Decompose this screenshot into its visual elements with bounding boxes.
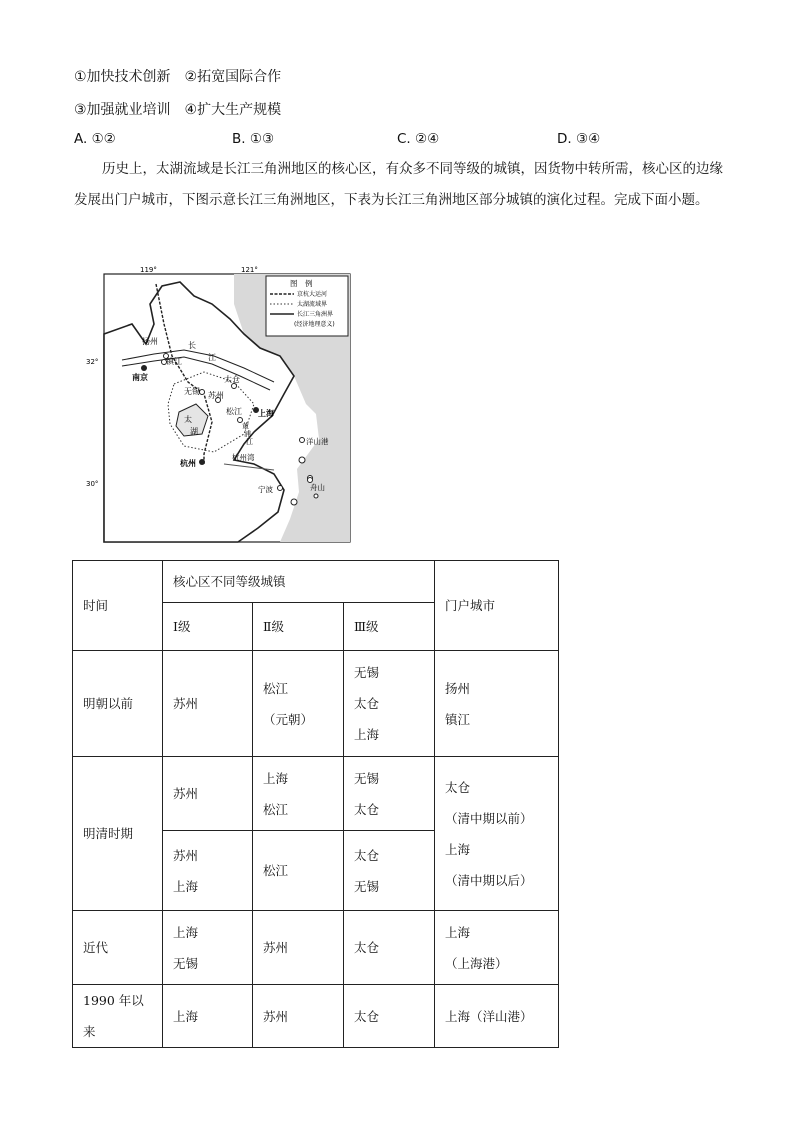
cell-level-2: 松江 [253, 831, 344, 911]
island [291, 499, 297, 505]
label-chang: 长 [188, 341, 196, 350]
cell-level-1: 苏州 [163, 651, 253, 757]
place-wuxi: 无锡 [184, 387, 200, 396]
header-level-2: Ⅱ级 [253, 603, 344, 651]
label-tai: 太 [184, 415, 192, 424]
legend-item-note: (经济地理意义) [294, 321, 335, 328]
cell-level-1: 上海 [163, 985, 253, 1048]
place-taicang: 太仓 [224, 375, 240, 384]
cell-level-3: 无锡 太仓 上海 [344, 651, 435, 757]
place-yangshan-port: 洋山港 [306, 437, 329, 446]
label-hangzhou-bay: 杭州湾 [232, 453, 255, 462]
cell-level-1: 苏州 上海 [163, 831, 253, 911]
cell-time: 明清时期 [73, 757, 163, 911]
choice-line-2: ③加强就业培训 ④扩大生产规模 [74, 102, 282, 118]
legend-item-delta: 长江三角洲界 [297, 311, 334, 318]
label-huangpu-2: 浦 [244, 430, 251, 438]
island [299, 457, 305, 463]
island [314, 494, 318, 498]
legend-item-watershed: 太湖流域界 [297, 301, 328, 308]
header-level-1: Ⅰ级 [163, 603, 253, 651]
table-row [73, 651, 559, 757]
label-jiang: 江 [208, 353, 216, 362]
legend-title: 图 例 [290, 279, 313, 288]
cell-gateway: 上海 （上海港） [435, 911, 559, 985]
place-ningbo: 宁波 [258, 485, 273, 494]
place-songjiang: 松江 [226, 407, 242, 416]
label-hu: 湖 [190, 427, 198, 436]
cell-time: 近代 [73, 911, 163, 985]
cell-time: 1990 年以来 [73, 985, 163, 1048]
table-row [73, 757, 559, 831]
cell-level-2: 上海 松江 [253, 757, 344, 831]
cell-level-1: 上海 无锡 [163, 911, 253, 985]
place-yangzhou: 扬州 [142, 337, 158, 346]
place-zhoushan: 舟山 [310, 483, 325, 492]
cell-gateway: 太仓 （清中期以前） 上海 （清中期以后） [435, 757, 559, 911]
cell-level-3: 太仓 [344, 985, 435, 1048]
choice-line-1: ①加快技术创新 ②拓宽国际合作 [74, 69, 282, 85]
cell-level-2: 苏州 [253, 985, 344, 1048]
cell-level-3: 太仓 [344, 911, 435, 985]
lat-label-32: 32° [86, 358, 99, 366]
option-d[interactable]: D. ③④ [557, 131, 601, 147]
cell-level-2: 苏州 [253, 911, 344, 985]
header-time: 时间 [73, 561, 163, 651]
header-core: 核心区不同等级城镇 [163, 561, 435, 603]
lat-label-30: 30° [86, 480, 99, 488]
lon-label-119: 119° [140, 266, 157, 274]
option-a[interactable]: A. ①② [74, 131, 116, 147]
place-zhenjiang: 镇江 [166, 357, 182, 366]
cell-gateway: 扬州 镇江 [435, 651, 559, 757]
header-level-3: Ⅲ级 [344, 603, 435, 651]
option-c[interactable]: C. ②④ [397, 131, 440, 147]
cell-gateway: 上海（洋山港） [435, 985, 559, 1048]
option-b[interactable]: B. ①③ [232, 131, 275, 147]
place-shanghai: 上海 [258, 409, 274, 418]
lon-label-121: 121° [241, 266, 258, 274]
cell-level-1: 苏州 [163, 757, 253, 831]
yangtze-delta-map [84, 264, 354, 546]
cell-time: 明朝以前 [73, 651, 163, 757]
label-huangpu-3: 江 [246, 438, 253, 446]
cell-level-3: 太仓 无锡 [344, 831, 435, 911]
place-nanjing: 南京 [132, 373, 148, 382]
passage-text: 历史上，太湖流域是长江三角洲地区的核心区，有众多不同等级的城镇，因货物中转所需，核心区的边缘发展出门户城市，下图示意长江三角洲地区，下表为长江三角洲地区部分城镇的演化过程。完成下面小题。 [74, 161, 723, 208]
cell-level-2: 松江 （元朝） [253, 651, 344, 757]
place-suzhou: 苏州 [208, 391, 224, 400]
place-hangzhou: 杭州 [180, 459, 196, 468]
town-evolution-table [72, 560, 559, 1048]
cell-level-3: 无锡 太仓 [344, 757, 435, 831]
label-huangpu-1: 黄 [242, 422, 249, 430]
table-row [73, 985, 559, 1048]
table-row [73, 911, 559, 985]
header-gateway: 门户城市 [435, 561, 559, 651]
legend-item-canal: 京杭大运河 [297, 291, 328, 298]
